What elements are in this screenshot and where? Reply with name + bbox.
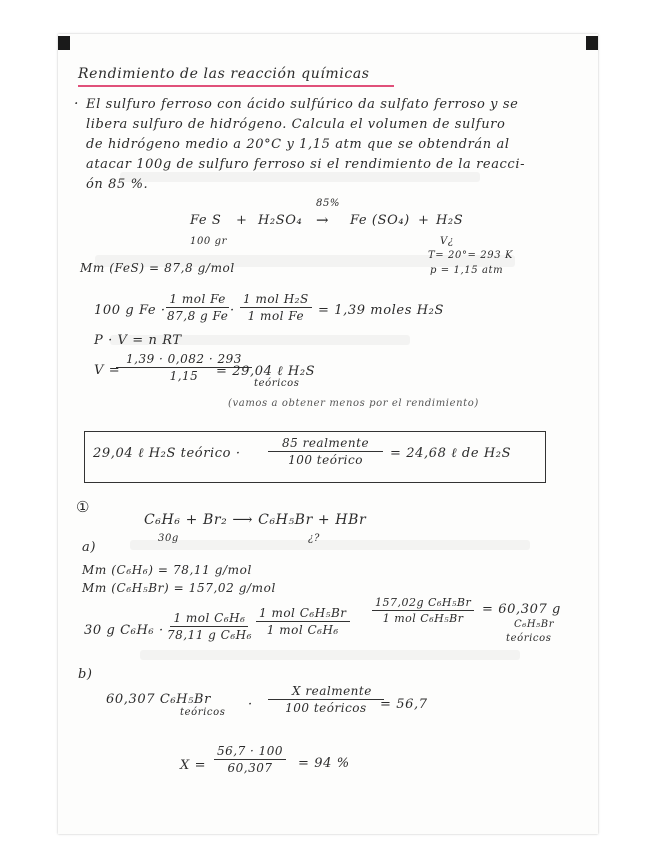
reaction2: C₆H₆ + Br₂ ⟶ C₆H₅Br + HBr <box>144 512 367 528</box>
fraction-numerator: 1 mol C₆H₆ <box>170 611 248 627</box>
fraction-numerator: 157,02g C₆H₅Br <box>372 596 474 611</box>
calc2-comment: (vamos a obtener menos por el rendimiento) <box>228 398 479 409</box>
show-through <box>120 172 480 182</box>
molar-mass-benzene: Mm (C₆H₆) = 78,11 g/mol <box>82 563 252 577</box>
multiply-dot: · <box>230 303 235 318</box>
title-underline <box>78 85 394 87</box>
ex2-result-unit: C₆H₅Br <box>514 619 555 630</box>
calc2-lhs: V = <box>94 363 121 378</box>
calc1-result: = 1,39 moles H₂S <box>318 303 444 318</box>
show-through <box>140 650 520 660</box>
gas-law: P · V = n RT <box>94 333 182 348</box>
ex2b-lhs-note: teóricos <box>180 707 226 718</box>
fraction-numerator: 1,39 · 0,082 · 293 <box>116 352 252 368</box>
fraction <box>214 744 286 775</box>
problem-line: ón 85 %. <box>86 177 149 192</box>
ex2b-lhs: 60,307 C₆H₅Br <box>106 692 211 707</box>
fraction-denominator: 1 mol Fe <box>247 309 305 323</box>
part-a-label: a) <box>82 540 97 555</box>
fraction-numerator: 56,7 · 100 <box>214 744 286 760</box>
fraction-denominator: 100 teórico <box>288 453 363 467</box>
fraction-numerator: X realmente <box>268 684 384 700</box>
fraction-denominator: 87,8 g Fe <box>167 309 229 323</box>
exercise-number: ① <box>76 498 91 516</box>
yield-label: 85% <box>316 198 341 209</box>
fraction-denominator: 78,11 g C₆H₆ <box>167 628 252 642</box>
calc1-start: 100 g Fe · <box>94 303 166 318</box>
fraction <box>268 684 384 715</box>
mass-note: 100 gr <box>190 236 228 247</box>
reactant-fes: Fe S <box>190 213 222 228</box>
fraction-denominator: 1 mol C₆H₆ <box>266 623 339 637</box>
final-result: = 94 % <box>298 756 350 771</box>
boxed-result-value: = 24,68 ℓ de H₂S <box>390 446 512 461</box>
ex2-result: = 60,307 g <box>482 602 561 617</box>
fraction <box>240 292 312 323</box>
fraction-denominator: 1,15 <box>169 369 199 383</box>
fraction-numerator: 1 mol C₆H₅Br <box>256 606 350 622</box>
problem-line: de hidrógeno medio a 20°C y 1,15 atm que se obtendrán al <box>86 137 510 152</box>
multiply-dot: · <box>248 697 253 712</box>
plus-sign: + <box>418 213 430 228</box>
ex2-result-note: teóricos <box>506 633 552 644</box>
bullet: · <box>74 96 80 112</box>
product-h2s: H₂S <box>436 213 464 228</box>
ex2b-result: = 56,7 <box>380 697 428 712</box>
problem-line: atacar 100g de sulfuro ferroso si el rendimiento de la reacci- <box>86 157 526 172</box>
fraction-numerator: 1 mol H₂S <box>240 292 312 308</box>
fraction <box>268 436 383 467</box>
part-b-label: b) <box>78 667 93 682</box>
scan-corner-mark <box>586 36 598 50</box>
fraction-denominator: 100 teóricos <box>285 701 367 715</box>
scan-corner-mark <box>58 36 70 50</box>
reactant-h2so4: H₂SO₄ <box>258 213 303 228</box>
product-feso4: Fe (SO₄) <box>350 213 410 228</box>
problem-line: El sulfuro ferroso con ácido sulfúrico da sulfato ferroso y se <box>86 97 519 112</box>
pressure-note: p = 1,15 atm <box>430 265 504 276</box>
volume-note: V¿ <box>440 236 454 247</box>
page-title: Rendimiento de las reacción químicas <box>78 66 370 82</box>
fraction-denominator: 60,307 <box>227 761 273 775</box>
ex2-calc-start: 30 g C₆H₆ · <box>84 623 164 638</box>
unknown-note: ¿? <box>308 533 320 544</box>
fraction <box>164 611 255 642</box>
fraction <box>372 596 474 625</box>
reaction-arrow: → <box>316 211 330 229</box>
fraction <box>164 292 231 323</box>
temperature-note: T= 20°= 293 K <box>428 250 514 261</box>
calc2-result: = 29,04 ℓ H₂S <box>216 364 316 379</box>
calc2-result-note: teóricos <box>254 378 300 389</box>
boxed-lhs: 29,04 ℓ H₂S teórico · <box>93 446 241 461</box>
fraction-denominator: 1 mol C₆H₅Br <box>382 612 464 625</box>
final-lhs: X = <box>180 758 207 773</box>
show-through <box>130 540 530 550</box>
molar-mass-fes: Mm (FeS) = 87,8 g/mol <box>80 261 235 275</box>
plus-sign: + <box>236 213 248 228</box>
fraction <box>256 606 350 637</box>
problem-line: libera sulfuro de hidrógeno. Calcula el volumen de sulfuro <box>86 117 506 132</box>
fraction-numerator: 1 mol Fe <box>166 292 228 308</box>
fraction-numerator: 85 realmente <box>268 436 383 452</box>
molar-mass-bromobenzene: Mm (C₆H₅Br) = 157,02 g/mol <box>82 581 276 595</box>
mass-note: 30g <box>158 533 179 544</box>
